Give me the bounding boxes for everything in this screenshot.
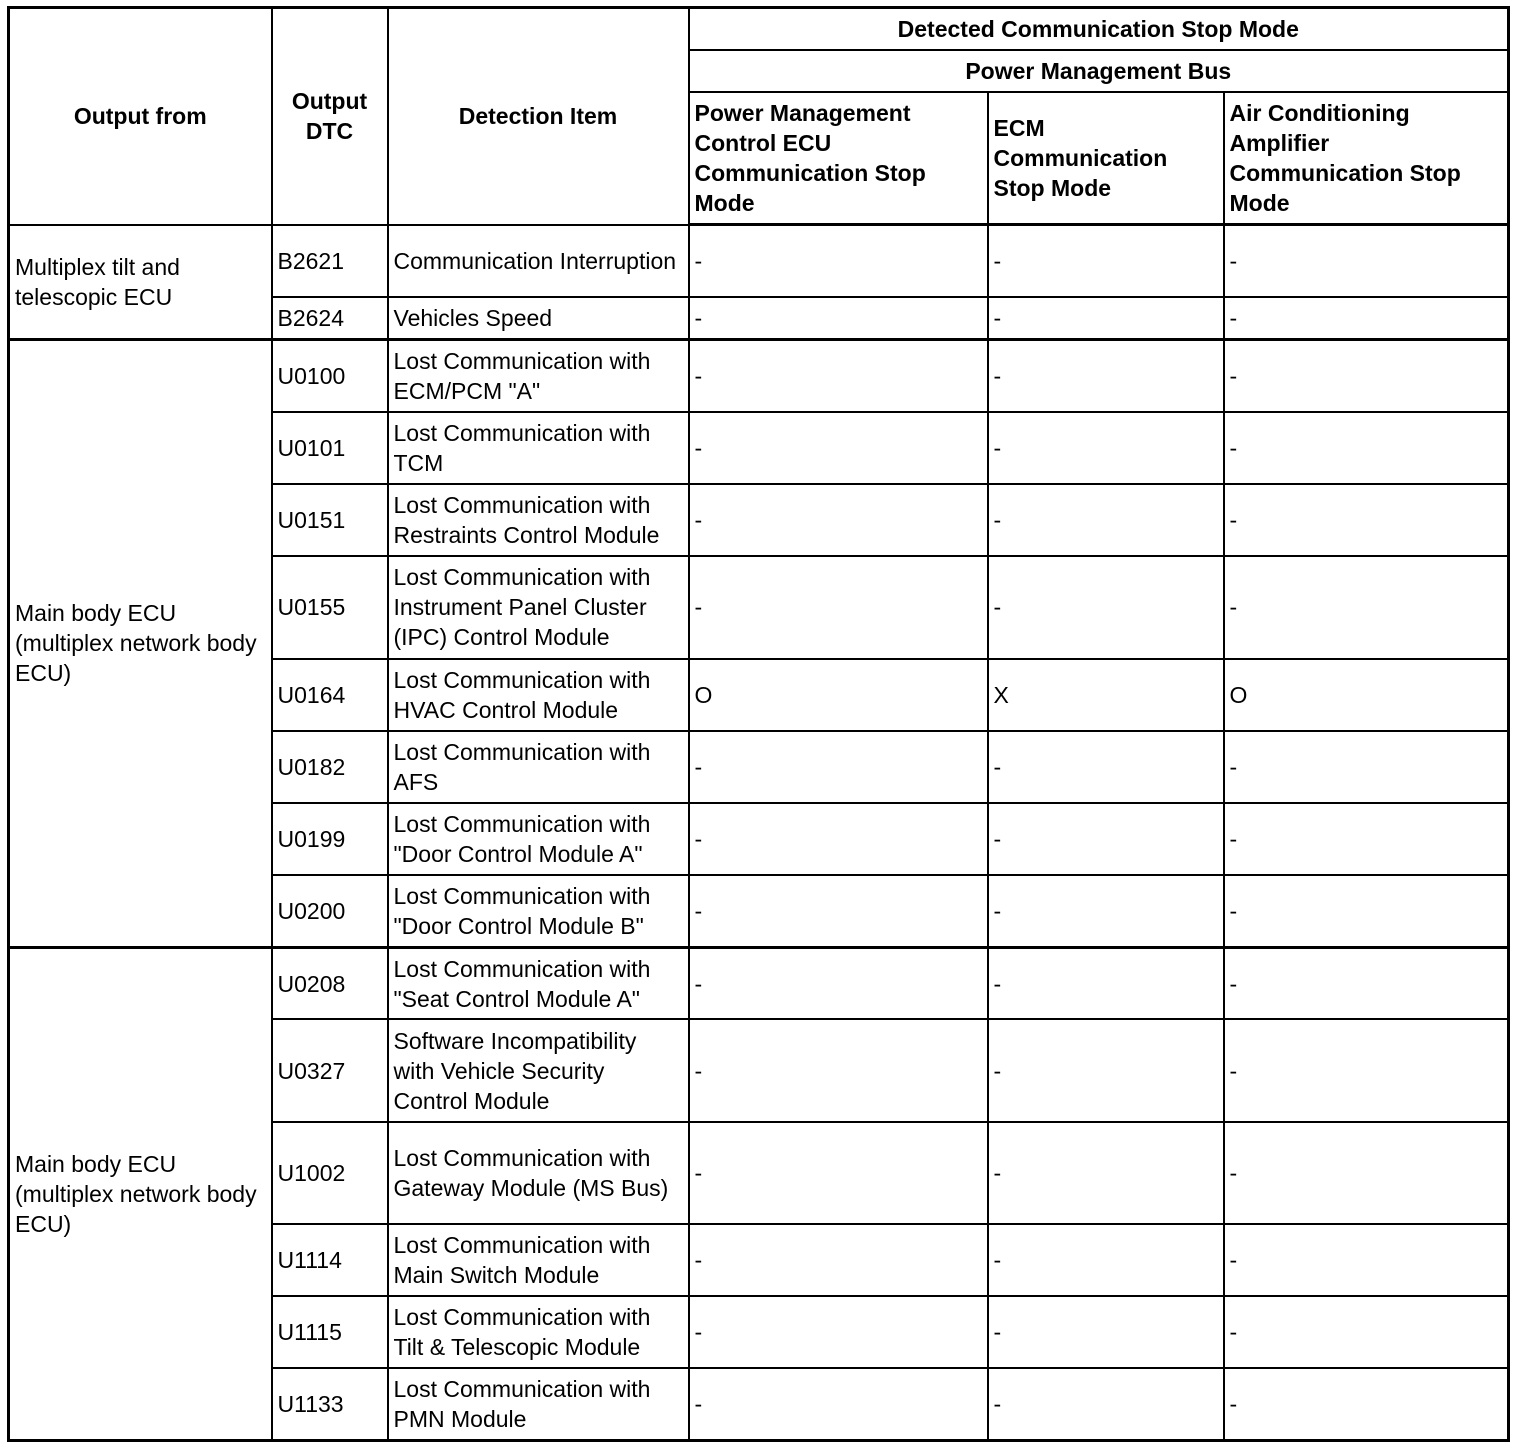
ecm-mode-value: -	[988, 875, 1224, 947]
ac-mode-value: -	[1224, 297, 1509, 340]
dtc-code: U1133	[272, 1368, 388, 1440]
dtc-code: U0200	[272, 875, 388, 947]
detection-item: Lost Communication with "Seat Control Module A"	[388, 947, 689, 1019]
ac-mode-value: O	[1224, 659, 1509, 731]
dtc-code: U1002	[272, 1122, 388, 1224]
ecm-mode-value: -	[988, 1224, 1224, 1296]
power-mode-value: -	[689, 1122, 988, 1224]
detection-item: Lost Communication with Restraints Control Module	[388, 484, 689, 556]
table-row	[9, 340, 1509, 412]
table-row	[9, 225, 1509, 297]
dtc-code: U0155	[272, 556, 388, 658]
ecm-mode-value: -	[988, 556, 1224, 658]
ecm-mode-value: -	[988, 803, 1224, 875]
ecm-mode-value: -	[988, 484, 1224, 556]
ecm-mode-value: -	[988, 1122, 1224, 1224]
power-mode-value: -	[689, 803, 988, 875]
dtc-code: U0182	[272, 731, 388, 803]
ac-mode-value: -	[1224, 1019, 1509, 1121]
header-detected-mode: Detected Communication Stop Mode	[689, 8, 1509, 50]
power-mode-value: -	[689, 947, 988, 1019]
ac-mode-value: -	[1224, 803, 1509, 875]
dtc-code: U1115	[272, 1296, 388, 1368]
power-mode-value: -	[689, 412, 988, 484]
power-mode-value: -	[689, 1368, 988, 1440]
detection-item: Communication Interruption	[388, 225, 689, 297]
ac-mode-value: -	[1224, 1122, 1509, 1224]
power-mode-value: -	[689, 731, 988, 803]
header-ecm-col: ECM Communication Stop Mode	[988, 92, 1224, 225]
power-mode-value: -	[689, 297, 988, 340]
dtc-table	[7, 6, 1510, 1442]
power-mode-value: -	[689, 340, 988, 412]
power-mode-value: -	[689, 556, 988, 658]
ac-mode-value: -	[1224, 731, 1509, 803]
dtc-code: U0199	[272, 803, 388, 875]
ecm-mode-value: X	[988, 659, 1224, 731]
ac-mode-value: -	[1224, 1224, 1509, 1296]
ac-mode-value: -	[1224, 1368, 1509, 1440]
header-ac-col: Air Conditioning Amplifier Communication Stop Mode	[1224, 92, 1509, 225]
ecm-mode-value: -	[988, 297, 1224, 340]
table-row	[9, 947, 1509, 1019]
detection-item: Lost Communication with PMN Module	[388, 1368, 689, 1440]
power-mode-value: -	[689, 1296, 988, 1368]
ecm-mode-value: -	[988, 1368, 1224, 1440]
ac-mode-value: -	[1224, 1296, 1509, 1368]
output-from-cell: Multiplex tilt and telescopic ECU	[9, 225, 272, 340]
detection-item: Lost Communication with ECM/PCM "A"	[388, 340, 689, 412]
ac-mode-value: -	[1224, 484, 1509, 556]
header-power-mgmt-col: Power Management Control ECU Communication Stop Mode	[689, 92, 988, 225]
header-detection-item: Detection Item	[388, 8, 689, 225]
dtc-code: B2624	[272, 297, 388, 340]
header-output-dtc: Output DTC	[272, 8, 388, 225]
ac-mode-value: -	[1224, 947, 1509, 1019]
detection-item: Lost Communication with TCM	[388, 412, 689, 484]
power-mode-value: -	[689, 225, 988, 297]
ac-mode-value: -	[1224, 340, 1509, 412]
dtc-code: U0327	[272, 1019, 388, 1121]
detection-item: Lost Communication with Tilt & Telescopic Module	[388, 1296, 689, 1368]
ecm-mode-value: -	[988, 225, 1224, 297]
power-mode-value: O	[689, 659, 988, 731]
detection-item: Lost Communication with "Door Control Module B"	[388, 875, 689, 947]
dtc-code: U0151	[272, 484, 388, 556]
detection-item: Software Incompatibility with Vehicle Security Control Module	[388, 1019, 689, 1121]
ecm-mode-value: -	[988, 1019, 1224, 1121]
ecm-mode-value: -	[988, 947, 1224, 1019]
power-mode-value: -	[689, 875, 988, 947]
dtc-code: B2621	[272, 225, 388, 297]
detection-item: Lost Communication with AFS	[388, 731, 689, 803]
ecm-mode-value: -	[988, 1296, 1224, 1368]
detection-item: Lost Communication with Gateway Module (MS Bus)	[388, 1122, 689, 1224]
detection-item: Lost Communication with Main Switch Module	[388, 1224, 689, 1296]
ac-mode-value: -	[1224, 412, 1509, 484]
ecm-mode-value: -	[988, 731, 1224, 803]
ecm-mode-value: -	[988, 412, 1224, 484]
detection-item: Lost Communication with Instrument Panel Cluster (IPC) Control Module	[388, 556, 689, 658]
power-mode-value: -	[689, 484, 988, 556]
dtc-code: U0164	[272, 659, 388, 731]
detection-item: Lost Communication with "Door Control Module A"	[388, 803, 689, 875]
ac-mode-value: -	[1224, 875, 1509, 947]
power-mode-value: -	[689, 1019, 988, 1121]
header-bus: Power Management Bus	[689, 50, 1509, 92]
output-from-cell: Main body ECU (multiplex network body ECU)	[9, 947, 272, 1440]
ac-mode-value: -	[1224, 556, 1509, 658]
dtc-code: U0208	[272, 947, 388, 1019]
ecm-mode-value: -	[988, 340, 1224, 412]
dtc-code: U0101	[272, 412, 388, 484]
dtc-code: U1114	[272, 1224, 388, 1296]
header-output-from: Output from	[9, 8, 272, 225]
power-mode-value: -	[689, 1224, 988, 1296]
output-from-cell: Main body ECU (multiplex network body ECU)	[9, 340, 272, 947]
dtc-code: U0100	[272, 340, 388, 412]
detection-item: Lost Communication with HVAC Control Module	[388, 659, 689, 731]
detection-item: Vehicles Speed	[388, 297, 689, 340]
ac-mode-value: -	[1224, 225, 1509, 297]
